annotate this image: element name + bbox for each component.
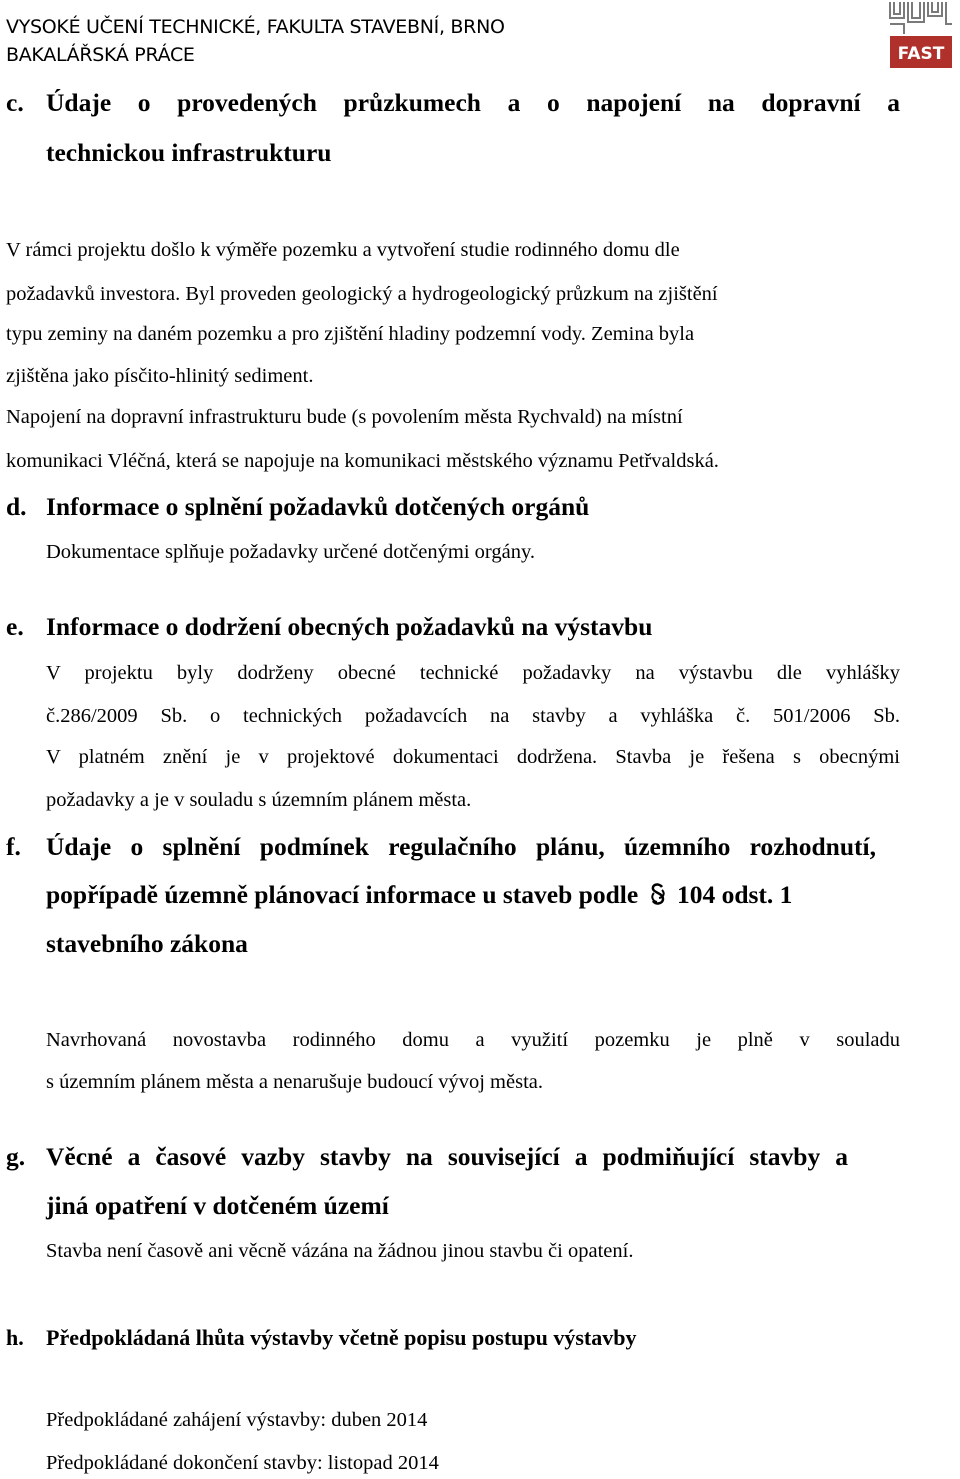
section-e-text-line4: požadavky a je v souladu s územním plánem města. [46, 789, 472, 811]
construction-start: Předpokládané zahájení výstavby: duben 2014 [46, 1409, 428, 1431]
section-d-text: Dokumentace splňuje požadavky určené dotčenými orgány. [46, 541, 535, 563]
section-f-title-line1: Údaje o splnění podmínek regulačního plánu, územního rozhodnutí, [46, 832, 876, 861]
section-g-title-line2: jiná opatření v dotčeném území [46, 1191, 389, 1220]
section-f-title-line2-text: popřípadě územně plánovací informace u staveb podle [46, 880, 639, 909]
construction-end: Předpokládané dokončení stavby: listopad 2014 [46, 1452, 439, 1474]
section-f-title-ref: 104 odst. 1 [676, 880, 793, 909]
fast-logo [886, 0, 956, 72]
section-c-letter: c. [6, 88, 24, 117]
header-thesis-type: BAKALÁŘSKÁ PRÁCE [6, 44, 195, 66]
section-c-text-line3: typu zeminy na daném pozemku a pro zjištění hladiny podzemní vody. Zemina byla [6, 323, 695, 345]
svg-text:FAST: FAST [897, 44, 945, 64]
section-e-letter: e. [6, 612, 24, 641]
section-e-text-line1: V projektu byly dodrženy obecné technické požadavky na výstavbu dle vyhlášky [46, 662, 900, 684]
section-c-text-line2: požadavků investora. Byl proveden geologický a hydrogeologický průzkum na zjištění [6, 283, 718, 305]
section-g-letter: g. [6, 1142, 26, 1171]
section-c-title-line2: technickou infrastrukturu [46, 138, 332, 167]
section-f-letter: f. [6, 832, 21, 861]
section-c-text-line6: komunikaci Vléčná, která se napojuje na komunikaci městského významu Petřvaldská. [6, 450, 719, 472]
section-h-title: Předpokládaná lhůta výstavby včetně popisu postupu výstavby [46, 1325, 637, 1350]
section-f-text-line2: s územním plánem města a nenarušuje budoucí vývoj města. [46, 1071, 543, 1093]
section-c-title-line1: Údaje o provedených průzkumech a o napojení na dopravní a [46, 88, 900, 117]
section-d-title: Informace o splnění požadavků dotčených orgánů [46, 492, 590, 521]
section-e-text-line3: V platném znění je v projektové dokumentaci dodržena. Stavba je řešena s obecnými [46, 746, 900, 768]
section-f-title-line3: stavebního zákona [46, 929, 248, 958]
section-h-letter: h. [6, 1325, 24, 1350]
section-f-text-line1: Navrhovaná novostavba rodinného domu a využití pozemku je plně v souladu [46, 1029, 900, 1051]
section-c-text-line5: Napojení na dopravní infrastrukturu bude (s povolením města Rychvald) na místní [6, 406, 683, 428]
section-f-title-line2 [46, 880, 792, 910]
section-c-text-line4: zjištěna jako písčito-hlinitý sediment. [6, 365, 314, 387]
section-g-title-line1: Věcné a časové vazby stavby na související a podmiňující stavby a [46, 1142, 848, 1171]
section-e-title: Informace o dodržení obecných požadavků na výstavbu [46, 612, 653, 641]
section-d-letter: d. [6, 492, 27, 521]
section-g-text: Stavba není časově ani věcně vázána na žádnou jinou stavbu či opatení. [46, 1240, 634, 1262]
section-e-text-line2: č.286/2009 Sb. o technických požadavcích na stavby a vyhláška č. 501/2006 Sb. [46, 705, 900, 727]
header-faculty: VYSOKÉ UČENÍ TECHNICKÉ, FAKULTA STAVEBNÍ, BRNO [6, 16, 505, 38]
section-c-text-line1: V rámci projektu došlo k výměře pozemku a vytvoření studie rodinného domu dle [6, 239, 680, 261]
